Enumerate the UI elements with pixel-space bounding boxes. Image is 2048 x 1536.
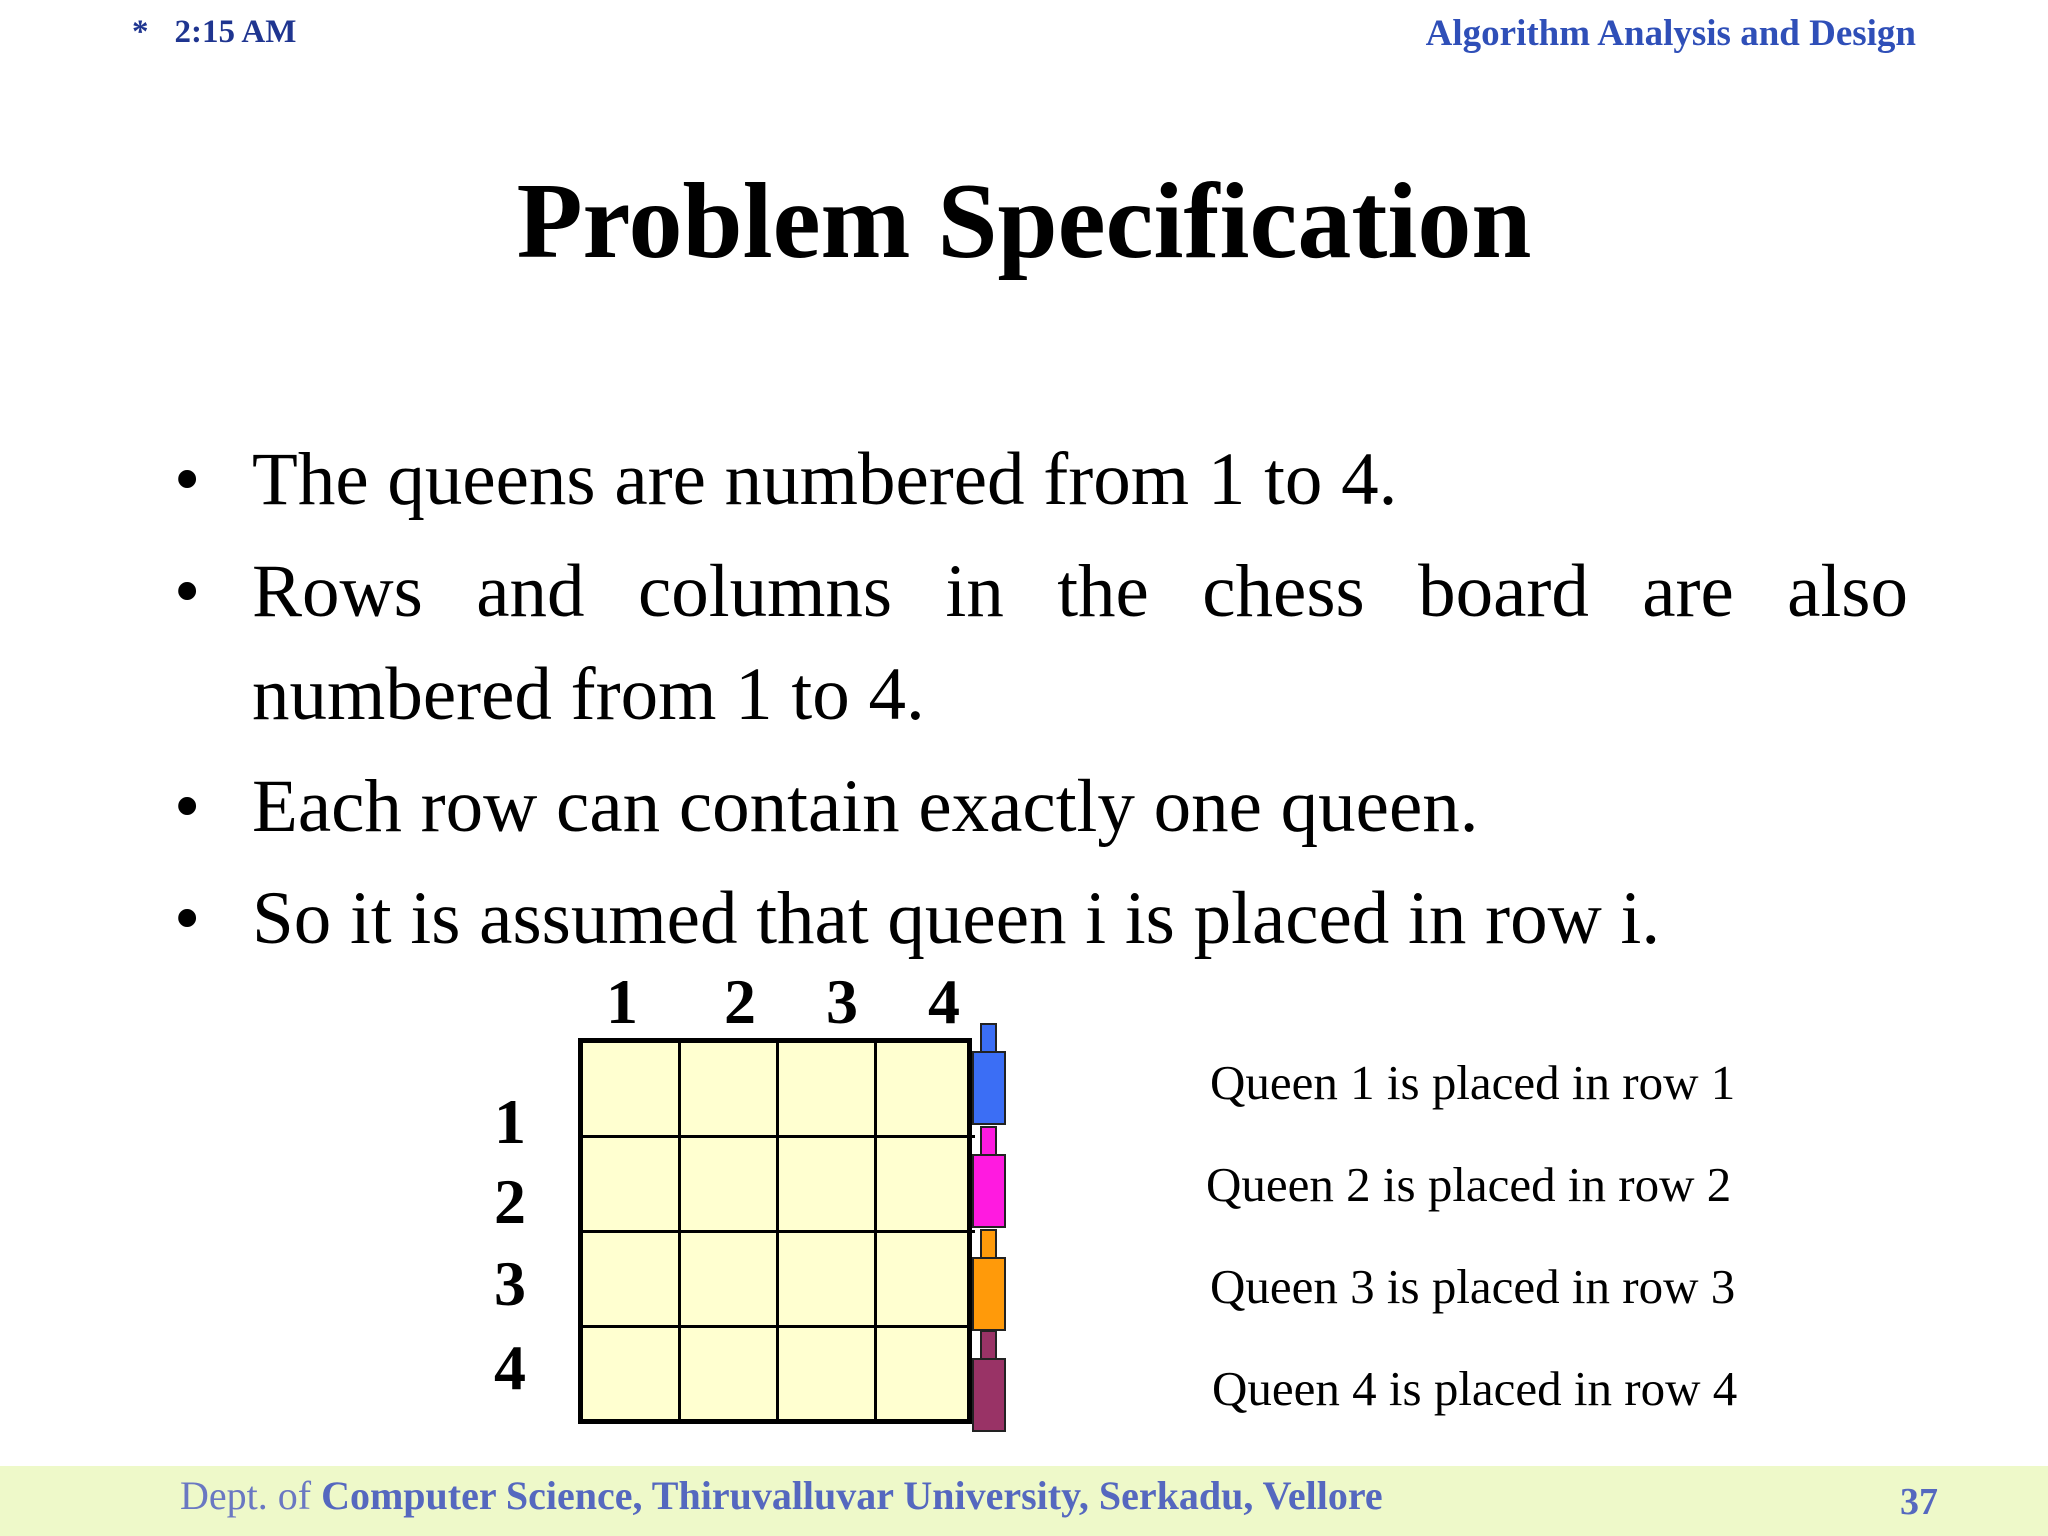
queen-stem: [980, 1330, 997, 1360]
bullet-item: [170, 540, 1908, 746]
footer-department: [180, 1472, 1383, 1519]
queen-description: Queen 3 is placed in row 3: [1210, 1259, 1736, 1314]
footer-bar: [0, 1466, 2048, 1536]
queen-body: [972, 1051, 1006, 1125]
bullet-item: [170, 428, 1908, 531]
board-cell: [779, 1233, 877, 1328]
footer-dept-name: Computer Science, Thiruvalluvar University, Serkadu, Vellore: [321, 1473, 1383, 1518]
row-label: 1: [494, 1086, 526, 1157]
queen-2-piece: [972, 1126, 1006, 1230]
queen-body: [972, 1154, 1006, 1228]
queen-description: Queen 4 is placed in row 4: [1212, 1361, 1738, 1416]
board-cell: [681, 1043, 779, 1138]
queen-description: Queen 2 is placed in row 2: [1206, 1157, 1732, 1212]
board-cell: [583, 1328, 681, 1423]
bullet-text: Rows and columns in the chess board are also numbered from 1 to 4.: [252, 550, 1908, 736]
queen-body: [972, 1358, 1006, 1432]
board-cell: [877, 1043, 975, 1138]
queen-stem: [980, 1023, 997, 1053]
column-label: 2: [724, 966, 756, 1037]
bullet-dot: •: [174, 877, 201, 960]
board-cell: [681, 1233, 779, 1328]
board-cell: [779, 1328, 877, 1423]
queen-3-piece: [972, 1229, 1006, 1333]
bullet-dot: •: [174, 550, 201, 633]
row-label: 2: [494, 1166, 526, 1237]
bullet-dot: •: [174, 438, 201, 521]
column-label: 1: [606, 966, 638, 1037]
board-cell: [583, 1138, 681, 1233]
queen-stem: [980, 1126, 997, 1156]
board-cell: [583, 1043, 681, 1138]
chess-board: [578, 1038, 972, 1424]
bullet-list: [170, 428, 1908, 979]
bullet-item: [170, 867, 1908, 970]
bullet-text: So it is assumed that queen i is placed in row i.: [252, 877, 1661, 960]
header-course-title: Algorithm Analysis and Design: [1425, 13, 1916, 54]
board-cell: [681, 1328, 779, 1423]
footer-dept-prefix: Dept. of: [180, 1473, 322, 1518]
page-number: 37: [1900, 1481, 1938, 1523]
board-cell: [779, 1043, 877, 1138]
queen-stem: [980, 1229, 997, 1259]
board-cell: [681, 1138, 779, 1233]
header-time-text: 2:15 AM: [174, 14, 297, 50]
board-cell: [877, 1138, 975, 1233]
header-bullet: *: [132, 14, 149, 50]
bullet-text: Each row can contain exactly one queen.: [252, 765, 1479, 848]
queen-1-piece: [972, 1023, 1006, 1127]
board-cell: [877, 1328, 975, 1423]
board-cell: [877, 1233, 975, 1328]
column-label: 4: [928, 966, 960, 1037]
queen-description: Queen 1 is placed in row 1: [1210, 1055, 1736, 1110]
bullet-text: The queens are numbered from 1 to 4.: [252, 438, 1398, 521]
bullet-dot: •: [174, 765, 201, 848]
queen-body: [972, 1257, 1006, 1331]
slide-title: Problem Specification: [516, 162, 1532, 281]
column-label: 3: [826, 966, 858, 1037]
row-label: 3: [494, 1248, 526, 1319]
row-label: 4: [494, 1332, 526, 1403]
board-cell: [583, 1233, 681, 1328]
board-cell: [779, 1138, 877, 1233]
bullet-item: [170, 755, 1908, 858]
queen-4-piece: [972, 1330, 1006, 1434]
header-time: [132, 14, 296, 51]
